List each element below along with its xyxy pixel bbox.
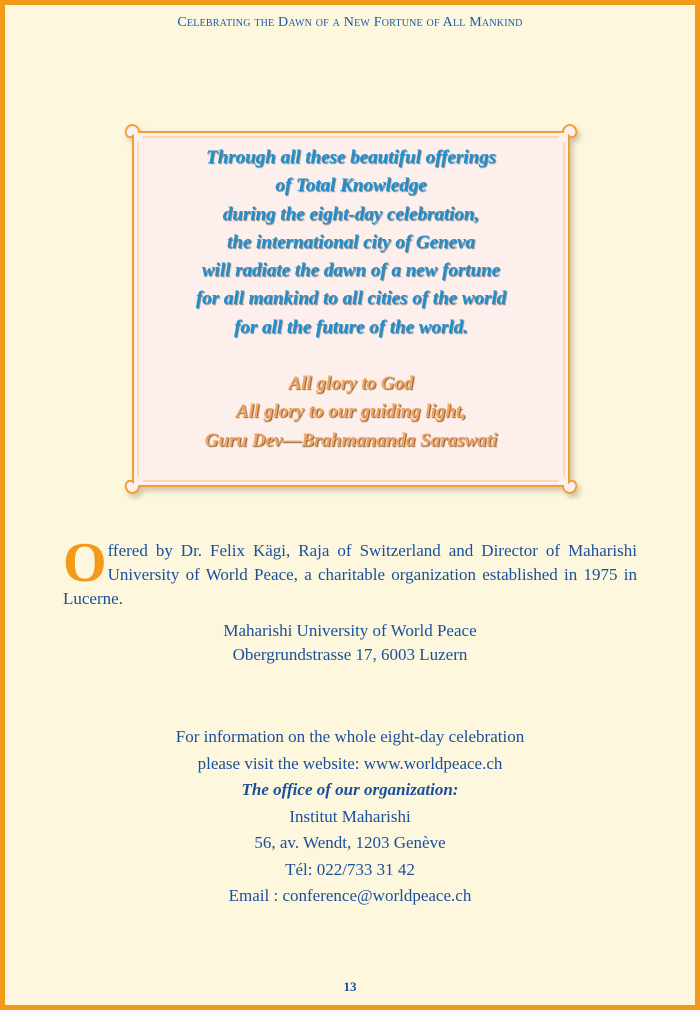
quote-line: the international city of Geneva <box>226 231 476 253</box>
office-name: Institut Maharishi <box>289 806 411 826</box>
quote-lines <box>117 144 585 342</box>
office-heading: The office of our organization: <box>241 780 459 799</box>
university-address <box>5 619 695 667</box>
page <box>5 5 695 1005</box>
running-title: Celebrating the Dawn of a New Fortune of All Mankind <box>177 15 523 30</box>
quote-line: will radiate the dawn of a new fortune <box>201 260 501 282</box>
office-address: 56, av. Wendt, 1203 Genève <box>254 833 446 852</box>
quote-line: for all mankind to all cities of the world <box>195 288 507 310</box>
office-phone: Tél: 022/733 31 42 <box>285 859 415 879</box>
offered-text: ffered by Dr. Felix Kägi, Raja of Switzerland and Director of Maharishi University of World Peace, a charitable organization established in 1975 in Lucerne. <box>63 541 637 608</box>
quote-line: for all the future of the world. <box>234 316 468 338</box>
quote-line: Through all these beautiful offerings <box>206 147 496 168</box>
contact-info <box>5 724 695 910</box>
glory-lines <box>117 370 585 455</box>
glory-line: All glory to our guiding light, <box>235 401 467 423</box>
address-line: Obergrundstrasse 17, 6003 Luzern <box>232 645 468 664</box>
quote-line: during the eight-day celebration, <box>222 203 480 225</box>
glory-line: Guru Dev—Brahmananda Saraswati <box>204 429 498 451</box>
quote-line: of Total Knowledge <box>275 175 427 197</box>
address-line: Maharishi University of World Peace <box>223 621 477 640</box>
page-number: 13 <box>343 979 357 994</box>
info-line: For information on the whole eight-day celebration <box>175 727 525 746</box>
offered-paragraph <box>63 532 637 611</box>
glory-line: All glory to God <box>288 373 414 394</box>
office-email: Email : conference@worldpeace.ch <box>228 886 472 905</box>
website-line: please visit the website: www.worldpeace.ch <box>197 753 503 773</box>
quote-frame <box>117 118 585 500</box>
drop-cap: O <box>63 532 107 594</box>
